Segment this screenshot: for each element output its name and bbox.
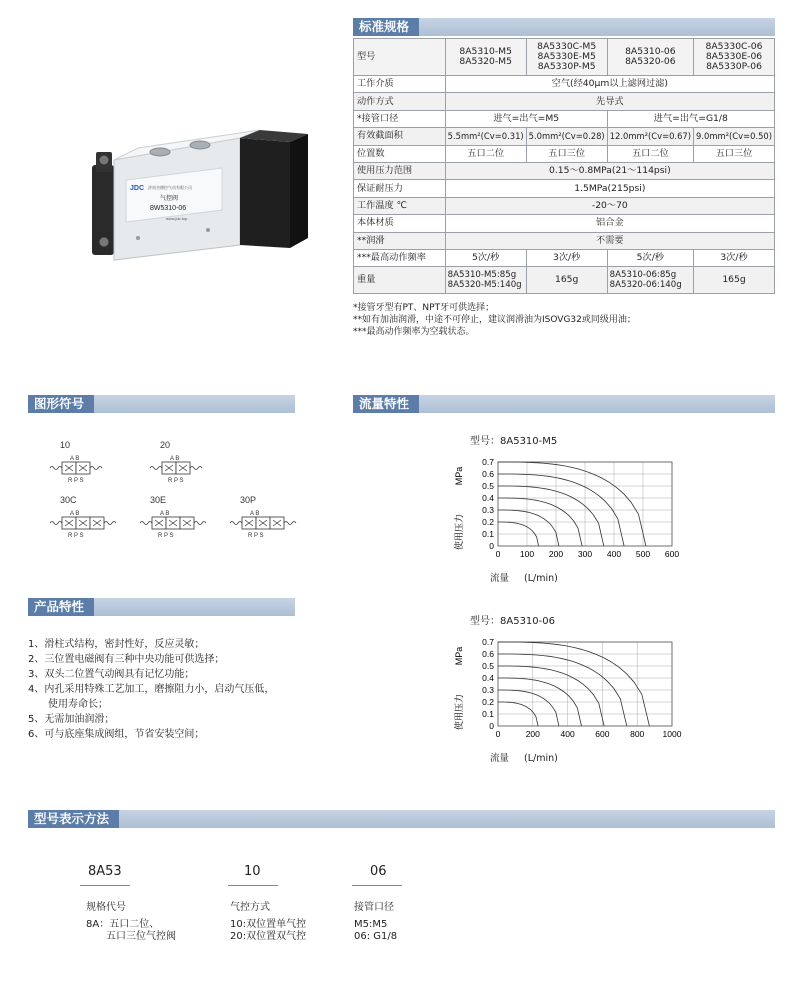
spec-value: 5次/秒 [607, 249, 693, 266]
model-label: 型号 [354, 39, 446, 76]
y-tick-label: 0.2 [482, 517, 494, 527]
spec-row [354, 128, 775, 145]
symbol-label: 10 [60, 440, 71, 450]
spec-value: 8A5310-06:85g 8A5320-06:140g [607, 267, 693, 294]
spec-row-label: 动作方式 [354, 93, 446, 110]
symbol-20 [150, 440, 202, 484]
spec-row [354, 249, 775, 266]
spec-row [354, 110, 775, 127]
x-tick-label: 200 [548, 549, 564, 559]
spec-row-label: 使用压力范围 [354, 162, 446, 179]
maker-text: 济南杰德控气动有限公司 [148, 185, 192, 190]
y-label: 使用压力 [455, 513, 465, 551]
spec-value: 165g [694, 267, 775, 294]
spec-table [353, 38, 775, 294]
spec-value: 5.0mm²(Cv=0.28) [526, 128, 607, 145]
section-title: 流量特性 [353, 395, 419, 413]
x-tick-label: 800 [630, 729, 645, 739]
x-tick-label: 400 [606, 549, 622, 559]
section-title: 产品特性 [28, 598, 94, 616]
port-label: R P S [168, 478, 184, 484]
symbol-label: 30P [240, 495, 257, 505]
spec-value: 进气=出气=G1/8 [607, 110, 774, 127]
spec-row-label: 工作介质 [354, 76, 446, 93]
code-title: 气控方式 [230, 902, 270, 913]
spec-value: 先导式 [445, 93, 774, 110]
code-underline [80, 885, 130, 886]
spec-value: 1.5MPa(215psi) [445, 180, 774, 197]
model-header-cell: 8A5330C-06 8A5330E-06 8A5330P-06 [694, 39, 775, 76]
xlabel-text: 流量 [490, 573, 510, 584]
chart-xlabel [490, 750, 558, 764]
y-tick-label: 0.5 [482, 481, 494, 491]
code-desc-line: 8A：五口二位、 [86, 919, 160, 930]
chart-xlabel [490, 570, 558, 584]
code-underline [228, 885, 278, 886]
port-label: R P S [248, 533, 264, 539]
feature-item: 使用寿命长； [28, 699, 108, 710]
spec-row-label: 工作温度 ℃ [354, 197, 446, 214]
symbol-label: 30E [150, 495, 167, 505]
spec-row-label: 有效截面积 [354, 128, 446, 145]
spec-value: 9.0mm²(Cv=0.50) [694, 128, 775, 145]
code-desc-line: 20:双位置双气控 [230, 931, 307, 942]
chart-title: 型号：8A5310-M5 [470, 436, 558, 447]
feature-item: 6、可与底座集成阀组，节省安装空间； [28, 729, 205, 740]
y-tick-label: 0.2 [482, 697, 494, 707]
section-title: 标准规格 [353, 18, 419, 36]
x-tick-label: 100 [519, 549, 535, 559]
section-bar-symbol [28, 395, 295, 413]
code-desc [354, 919, 397, 943]
x-tick-label: 0 [495, 729, 501, 739]
graphic-symbols [50, 438, 310, 539]
spec-row-label: **润滑 [354, 232, 446, 249]
y-tick-label: 0 [489, 721, 494, 731]
x-tick-label: 200 [525, 729, 540, 739]
y-tick-label: 0.5 [482, 661, 494, 671]
spec-row [354, 197, 775, 214]
spec-row-label: 本体材质 [354, 215, 446, 232]
x-tick-label: 0 [495, 549, 501, 559]
symbol-30e [140, 495, 206, 539]
feature-list [28, 637, 274, 742]
symbol-label: 30C [60, 495, 77, 505]
y-unit: MPa [454, 466, 464, 486]
spec-row [354, 267, 775, 294]
x-tick-label: 1000 [662, 729, 682, 739]
port-label: A B [70, 511, 80, 517]
y-unit: MPa [454, 646, 464, 666]
flow-chart-06 [440, 628, 700, 763]
code-underline [352, 885, 402, 886]
spec-row [354, 145, 775, 162]
spec-row-label: 位置数 [354, 145, 446, 162]
x-tick-label: 400 [560, 729, 575, 739]
spec-value: 5.5mm²(Cv=0.31) [445, 128, 526, 145]
xunit-text: (L/min) [524, 573, 558, 584]
code-spec: 8A53 [88, 864, 122, 879]
spec-row-label: 重量 [354, 267, 446, 294]
y-tick-label: 0.6 [482, 469, 494, 479]
spec-value: 12.0mm²(Cv=0.67) [607, 128, 693, 145]
feature-item: 5、无需加油润滑； [28, 714, 115, 725]
code-port: 06 [370, 864, 387, 879]
code-title: 接管口径 [354, 902, 394, 913]
flow-curve [498, 486, 604, 546]
spec-value: 五口三位 [694, 145, 775, 162]
x-tick-label: 600 [664, 549, 680, 559]
model-header-cell: 8A5310-M5 8A5320-M5 [445, 39, 526, 76]
port-label: R P S [68, 478, 84, 484]
code-title: 规格代号 [86, 902, 126, 913]
spec-note: ***最高动作频率为空载状态。 [353, 327, 475, 337]
spec-note: **如有加油润滑，中途不可停止，建议润滑油为ISOVG32或同级用油； [353, 315, 636, 325]
symbol-30c [50, 495, 116, 539]
symbol-30p [230, 495, 296, 539]
feature-item: 2、三位置电磁阀有三种中央功能可供选择； [28, 654, 225, 665]
code-control: 10 [244, 864, 261, 879]
spec-row [354, 232, 775, 249]
spec-value: 5次/秒 [445, 249, 526, 266]
code-desc-line: 06: G1/8 [354, 931, 398, 942]
section-title: 型号表示方法 [28, 810, 119, 828]
y-label: 使用压力 [455, 693, 465, 731]
chart-title: 型号：8A5310-06 [470, 616, 555, 627]
code-desc-line: 五口三位气控阀 [86, 931, 176, 942]
port-label: A B [70, 456, 80, 462]
spec-value: 五口三位 [526, 145, 607, 162]
section-bar-features [28, 598, 295, 616]
spec-value: 3次/秒 [526, 249, 607, 266]
spec-note: *接管牙型有PT、NPT牙可供选择； [353, 303, 495, 313]
port-label: R P S [68, 533, 84, 539]
spec-row [354, 215, 775, 232]
spec-value: 空气(经40μm以上滤网过滤) [445, 76, 774, 93]
spec-value: 五口二位 [445, 145, 526, 162]
code-desc [230, 919, 306, 943]
x-tick-label: 300 [577, 549, 593, 559]
spec-value: 0.15～0.8MPa(21～114psi) [445, 162, 774, 179]
code-desc [86, 919, 176, 943]
spec-value: 铝合金 [445, 215, 774, 232]
spec-value: 五口二位 [607, 145, 693, 162]
code-desc-line: 10:双位置单气控 [230, 919, 307, 930]
y-tick-label: 0.3 [482, 505, 494, 515]
section-bar-model-code [28, 810, 775, 828]
spec-value: 3次/秒 [694, 249, 775, 266]
y-tick-label: 0.3 [482, 685, 494, 695]
valve-label: 气控阀 [160, 195, 179, 202]
spec-value: 165g [526, 267, 607, 294]
model-header-cell: 8A5330C-M5 8A5330E-M5 8A5330P-M5 [526, 39, 607, 76]
spec-value: 进气=出气=M5 [445, 110, 607, 127]
brand-logo: JDC [130, 185, 145, 192]
spec-notes [353, 302, 636, 338]
valve-model: 8W5310-06 [150, 205, 187, 212]
x-tick-label: 600 [595, 729, 610, 739]
port-label: R P S [158, 533, 174, 539]
feature-item: 4、内孔采用特殊工艺加工，磨擦阻力小，启动气压低， [28, 684, 275, 695]
spec-value: 8A5310-M5:85g 8A5320-M5:140g [445, 267, 526, 294]
flow-curve [498, 666, 604, 726]
spec-row-label: 保证耐压力 [354, 180, 446, 197]
spec-row [354, 180, 775, 197]
valve-product-image [90, 130, 320, 270]
x-tick-label: 500 [635, 549, 651, 559]
flow-chart-m5 [440, 448, 700, 583]
xunit-text: (L/min) [524, 753, 558, 764]
spec-row [354, 162, 775, 179]
spec-row-label: ***最高动作频率 [354, 249, 446, 266]
y-tick-label: 0.6 [482, 649, 494, 659]
y-tick-label: 0.1 [482, 709, 494, 719]
spec-row [354, 76, 775, 93]
feature-item: 1、滑柱式结构，密封性好，反应灵敏； [28, 639, 205, 650]
port-label: A B [250, 511, 260, 517]
model-header-cell: 8A5310-06 8A5320-06 [607, 39, 693, 76]
spec-value: 不需要 [445, 232, 774, 249]
feature-item: 3、双头二位置气动阀具有记忆功能； [28, 669, 195, 680]
y-tick-label: 0.7 [482, 457, 494, 467]
y-tick-label: 0.4 [482, 673, 494, 683]
symbol-10 [50, 440, 102, 484]
port-label: A B [170, 456, 180, 462]
section-title: 图形符号 [28, 395, 94, 413]
y-tick-label: 0 [489, 541, 494, 551]
spec-value: -20～70 [445, 197, 774, 214]
spec-row [354, 93, 775, 110]
section-bar-flow [353, 395, 775, 413]
section-bar-spec [353, 18, 775, 36]
code-desc-line: M5:M5 [354, 919, 388, 930]
y-tick-label: 0.1 [482, 529, 494, 539]
valve-url: www.jdc.top [166, 216, 188, 221]
symbol-label: 20 [160, 440, 171, 450]
spec-row-label: *接管口径 [354, 110, 446, 127]
y-tick-label: 0.7 [482, 637, 494, 647]
y-tick-label: 0.4 [482, 493, 494, 503]
xlabel-text: 流量 [490, 753, 510, 764]
port-label: A B [160, 511, 170, 517]
